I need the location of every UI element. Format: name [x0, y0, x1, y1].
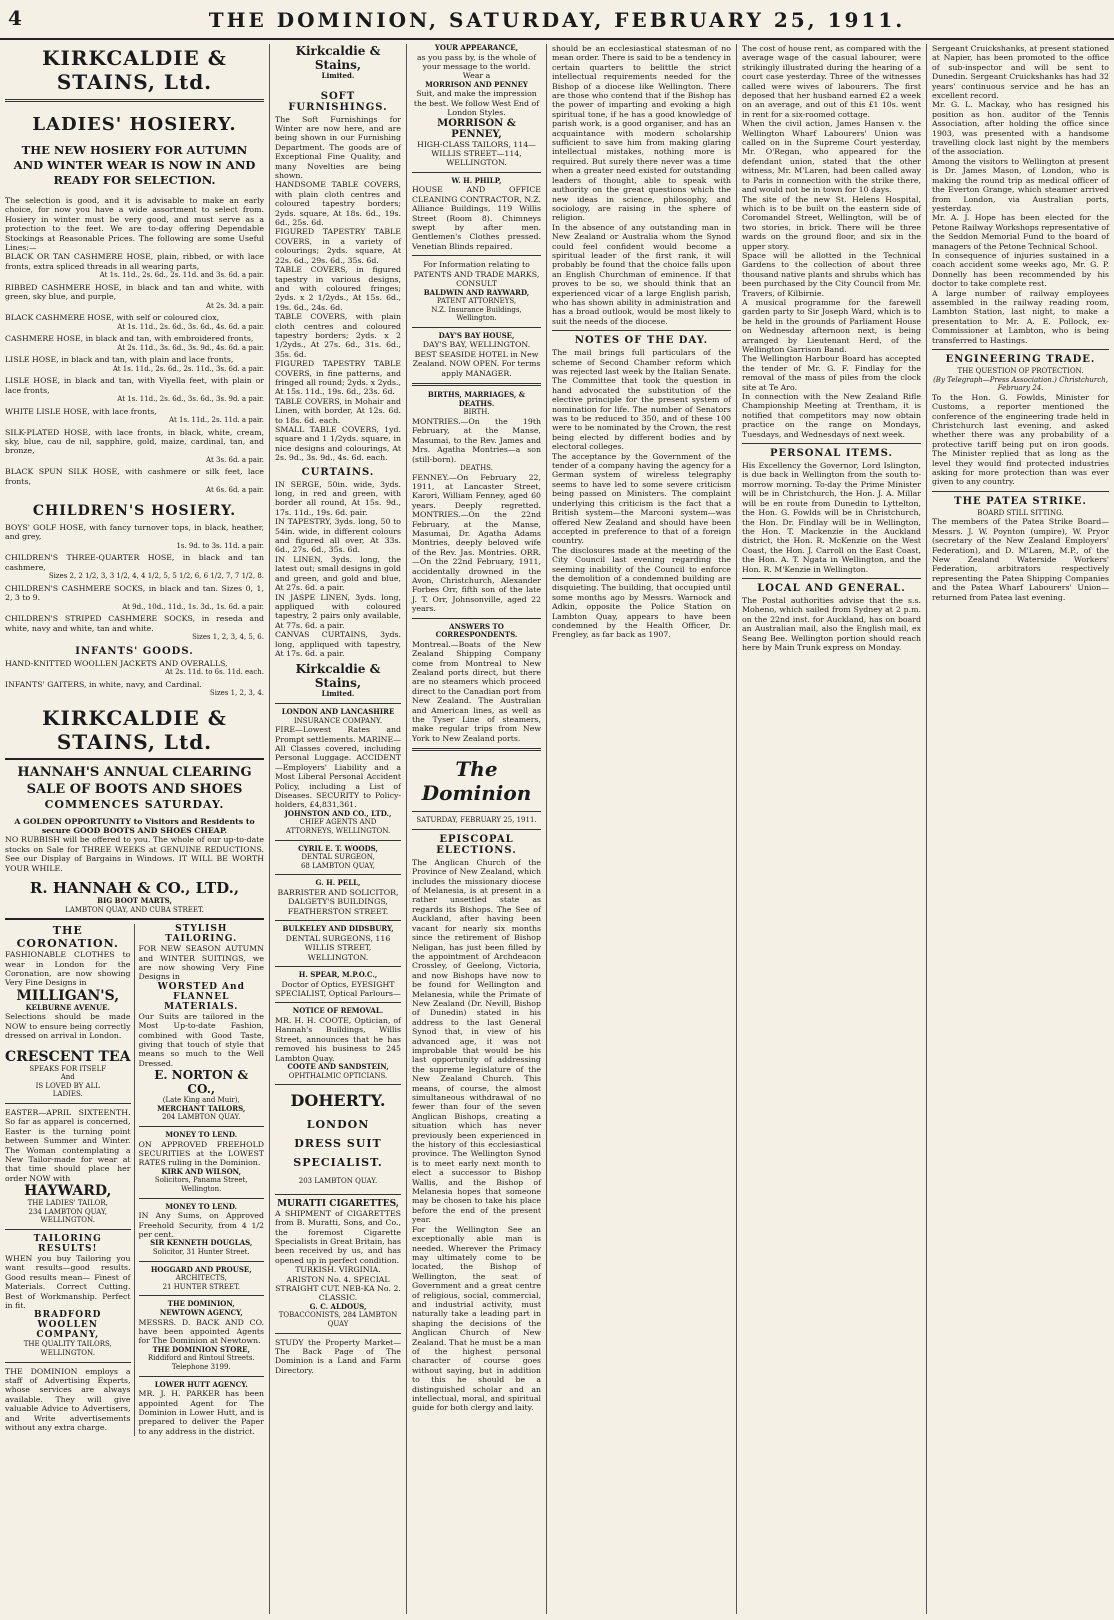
norton-sub: (Late King and Muir), [162, 1096, 240, 1105]
woods-name: CYRIL E. T. WOODS, [298, 843, 378, 853]
lower-hutt-agency: LOWER HUTT AGENCY. [154, 1379, 248, 1389]
list-item [5, 355, 264, 373]
list-item: IN SERGE, 50in. wide, 3yds. long, in red and green, with border all round, At 15s. 9d., 17s. 11d., 19s. 6d. pair. [275, 479, 401, 517]
column-2-advertisements [270, 44, 407, 1614]
item-price: 1s. 9d. to 3s. 11d. a pair. [176, 541, 264, 550]
douglas-name: SIR KENNETH DOUGLAS, [150, 1238, 253, 1248]
infants-goods-heading: INFANTS' GOODS. [75, 645, 194, 657]
lancashire-heading: LONDON AND LANCASHIRE [281, 706, 395, 716]
col6-body-4: Mr. A. J. Hope has been elected for the Petone Railway Workshops representative of the Seddon Memorial Fund to the board of managers of the Petone Technical School. [932, 213, 1109, 251]
coronation-body: FASHIONABLE CLOTHES to wear in London for the Coronation, are now showing Very Fine Designs in [5, 950, 131, 988]
item-description: CASHMERE HOSE, in black and tan, with embroidered fronts, [5, 334, 254, 344]
hannah-firm: R. HANNAH & CO., LTD., [29, 878, 240, 897]
crescent-line-5: LADIES. [52, 1090, 83, 1099]
masthead [0, 0, 1114, 40]
johnston-name: JOHNSTON AND CO., LTD., [284, 808, 392, 818]
item-price: Sizes 1, 2, 3, 4, 5, 6. [192, 632, 264, 641]
bulkeley-body: DENTAL SURGEONS, 116 WILLIS STREET, WELLINGTON. [285, 933, 391, 962]
list-item [5, 376, 264, 403]
col5-body-2: When the civil action, James Hansen v. the Wellington Wharf Labourers' Union was called on in the Supreme Court yesterday, Mr. O'Regan, who appeared for the defendant union, stated that the other witness, Mr. M'Laren, had been called away to Paris in connection with the strike there, and would not be in town for 10 days. [742, 119, 921, 195]
crescent-line-3: And [60, 1073, 75, 1082]
easter-body: EASTER—APRIL SIXTEENTH. So far as apparel is concerned, Easter is the turning point between Summer and Winter. The Woman contemplating a New Tailor-made for wear at that time should place her order NOW with [5, 1107, 131, 1183]
personal-body: His Excellency the Governor, Lord Islington, is due back in Wellington from the south to-morrow morning. To-day the Prime Minister will be in Christchurch, the Hon. J. A. Millar will be en route from Dunedin to Lyttelton, the Hon. G. Fowlds will be in Christchurch, the Hon. Dr. Findlay will be in Wellington, the Hon. T. Mackenzie in the Auckland district, the Hon. R. McKenzie on the West Coast, the Hon. J. Carroll on the East Coast, the Hon. A. T. Ngata in Wellington, and the Hon. R. M'Kenzie in Wellington. [742, 461, 921, 574]
kirkcaldie-script-heading: Kirkcaldie & Stains, [295, 44, 381, 72]
woods-sub: DENTAL SURGEON, [301, 853, 375, 862]
baldwin-name: BALDWIN AND RAYWARD, [423, 287, 530, 297]
study-note: STUDY the Property Market—The Back Page of The Dominion is a Land and Farm Directory. [275, 1337, 401, 1375]
ladies-hosiery-heading: LADIES' HOSIERY. [32, 114, 237, 135]
dominion-store: THE DOMINION STORE, [152, 1344, 250, 1354]
hannah-body: NO RUBBISH will be offered to you. The whole of our up-to-date stocks on Sale for THREE WEEKS at GENUINE REDUCTIONS. See our Display of Bargains in Windows. IT WILL BE WORTH YOUR WHILE. [5, 835, 264, 873]
item-description: CHILDREN'S THREE-QUARTER HOSE, in black and tan cashmere, [5, 553, 264, 572]
item-price: At 1s. 11d., 2s. 11d. a pair. [169, 416, 264, 425]
crescent-line-4: IS LOVED BY ALL [35, 1081, 100, 1090]
board-sitting-subheading: BOARD STILL SITTING. [977, 508, 1064, 517]
col6-body-5: In consequence of injuries sustained in a coach accident some weeks ago, Mr. G. P. Donnelly has been recommended by his doctor to take complete rest. [932, 250, 1109, 289]
kirkcaldie-script-footer: Kirkcaldie & Stains, [295, 662, 381, 691]
doherty-specialist: SPECIALIST. [293, 1156, 383, 1170]
list-item [5, 467, 264, 494]
list-item [5, 252, 264, 279]
childrens-hosiery-heading: CHILDREN'S HOSIERY. [32, 502, 237, 519]
days-bay-name: DAY'S BAY HOUSE, [438, 330, 515, 340]
col5-body-1: The cost of house rent, as compared with the average wage of the casual labourer, were strikingly illustrated during the hearing of a court case yesterday. Three of the witnesses called were wives of labourers. The first deposed that her husband earned £2 a week on an average, and out of this £1 10s. went in rent for a six-roomed cottage. [742, 44, 921, 119]
column-4 [547, 44, 737, 1614]
episcopal-body-2: For the Wellington See an exceptionally able man is needed. Wherever the Primacy may ultimately come to be located, the Bishop of Wellington, the seat of Government and a great centre of religious, social, commercial, and industrial activity, must naturally take a leading part in shaping the decisions of the Anglican Church of New Zealand. That he must be a man of the highest personal character of course goes without saying, but in addition to this he should be a distinguished scholar and an intellectual, moral, and spiritual guide for both clergy and laity. [412, 1224, 541, 1413]
crescent-tea-heading: CRESCENT TEA [5, 1048, 131, 1065]
doherty-heading: DOHERTY. [290, 1091, 386, 1111]
hannah-commences: COMMENCES SATURDAY. [44, 797, 225, 811]
dominion-employs: THE DOMINION employs a staff of Advertising Experts, whose services are always available. They will give valuable Advice to Advertisers, and Write advertisements without any extra charge. [5, 1366, 131, 1433]
item-price: At 1s. 11d., 2s. 6d., 2s. 11d., 3s. 6d. a pair. [112, 364, 264, 373]
philp-body: HOUSE AND OFFICE CLEANING CONTRACTOR, N.Z. Alliance Buildings, 119 Willis Street (Room 8). Chimneys swept by after men. Gentlemen's Clothes pressed. Venetian Blinds repaired. [412, 185, 541, 251]
personal-items-heading: PERSONAL ITEMS. [770, 448, 893, 460]
pell-body: BARRISTER AND SOLICITOR, DALGETY'S BUILDINGS, FEATHERSTON STREET. [277, 887, 399, 916]
stylish-body: FOR NEW SEASON AUTUMN and WINTER SUITINGS, we are now showing Very Fine Designs in [138, 944, 264, 982]
item-description: LISLE HOSE, in black and tan, with Viyella feet, with plain or lace fronts, [5, 376, 264, 395]
curtains-list [275, 480, 401, 659]
hannah-golden: A GOLDEN OPPORTUNITY to Visitors and Residents to secure GOOD BOOTS AND SHOES CHEAP. [14, 816, 255, 835]
item-description: INFANTS' GAITERS, in white, navy, and Cardinal. [5, 679, 202, 689]
item-price: At 1s. 11d., 2s. 6d., 3s. 6d., 4s. 6d. a pair. [117, 322, 264, 331]
child-hosiery-list [5, 523, 264, 642]
item-price: At 2s. 11d., 3s. 6d., 3s. 9d., 4s. 6d. a pair. [117, 343, 264, 352]
milligan-advert [5, 924, 135, 1436]
morrison-sub: HIGH-CLASS TAILORS, 114—WILLIS STREET—114, WELLINGTON. [417, 139, 536, 168]
item-price: At 9d., 10d., 11d., 1s. 3d., 1s. 6d. a pair. [122, 602, 264, 611]
hannah-boot-marts: BIG BOOT MARTS, [97, 895, 172, 905]
item-description: CHILDREN'S STRIPED CASHMERE SOCKS, in reseda and white, navy and white, tan and white. [5, 614, 264, 633]
item-description: HAND-KNITTED WOOLLEN JACKETS AND OVERALLS, [5, 658, 228, 668]
woods-address: 68 LAMBTON QUAY, [300, 861, 376, 870]
appearance-body: as you pass by, is the whole of your message to the world. Wear a [417, 52, 536, 81]
list-item: TABLE COVERS, in Mohair and Linen, with border, At 12s. 6d. to 18s. 6d. each. [275, 396, 401, 425]
item-description: BLACK SPUN SILK HOSE, with cashmere or silk feet, lace fronts, [5, 467, 264, 486]
item-description: BLACK OR TAN CASHMERE HOSE, plain, ribbed, or with lace fronts, extra spliced threads in all wearing parts, [5, 252, 264, 271]
spear-body: Doctor of Optics, EYESIGHT SPECIALIST, Optical Parlours— [275, 979, 401, 998]
patents-note: For Information relating to PATENTS AND TRADE MARKS, CONSULT [413, 260, 540, 289]
kirk-wilson-sub: Solicitors, Panama Street, Wellington. [154, 1176, 248, 1193]
tailoring-body: WHEN you buy Tailoring you want results—good results. Good results mean— Finest of Materials. Correct Cutting. Best of Workmanship. Perfect in fit. [5, 1253, 131, 1310]
baldwin-address: N.Z. Insurance Buildings, Wellington. [431, 305, 522, 323]
protection-dateline: (By Telegraph—Press Association.) Christchurch, February 24. [933, 375, 1108, 393]
protection-subheading: THE QUESTION OF PROTECTION. [957, 367, 1084, 375]
editorial-body-1: should be an ecclesiastical statesman of no mean order. There is said to be a tendency in certain quarters to belittle the strict intellectual requirements needed for the Bishop of a diocese like Wellington. There are those who contend that if the Bishop has the power of imparting and evoking a high spiritual tone, if he has a good knowledge of parish work, is a good organiser, and has an acquaintance with modern scholarship sufficient to save him from making glaring intellectual mistakes, nothing more is required. But surely there never was a time when a greater need existed for outstanding leaders of thought, able to speak with authority on the great questions which the new ideas in science, philosophy, and sociology, are raising in the sphere of religion. [552, 44, 731, 223]
column-1-advertisements [0, 44, 270, 1614]
milligan-address: KELBURNE AVENUE. [25, 1002, 110, 1012]
the-dominion-title: The Dominion [421, 757, 532, 806]
norton-advert [139, 924, 265, 1436]
page-number: 4 [8, 6, 22, 30]
hose-list [5, 252, 264, 494]
hoggard-sub: ARCHITECTS, [175, 1274, 227, 1283]
protection-body: To the Hon. G. Fowlds, Minister for Customs, a reporter mentioned the conference of the engineering trade held in Christchurch last evening, and asked whether there was any probability of a protective tariff being put on iron goods. The Minister replied that as long as the level they would find protected industries asking for more protection than was ever given to any country. [932, 392, 1109, 487]
list-item [5, 680, 264, 698]
dominion-store-address: Riddiford and Rintoul Streets. Telephone 3199. [147, 1354, 255, 1371]
item-price: Sizes 1, 2, 3, 4. [209, 688, 264, 697]
col5-body-3: The site of the new St. Helens Hospital, which is to be built on the eastern side of Coromandel Street, Wellington, will be of two stories, in brick. There will be three wards on the ground floor, and six in the upper story. [742, 194, 921, 251]
patea-strike-heading: THE PATEA STRIKE. [954, 495, 1087, 507]
doherty-address: 203 LAMBTON QUAY. [298, 1177, 378, 1186]
dominion-stall: THE DOMINION, [167, 1299, 235, 1309]
aldous-name: G. C. ALDOUS, [309, 1301, 367, 1311]
aldous-address: TOBACCONISTS, 284 LAMBTON QUAY [278, 1311, 398, 1329]
local-general-heading: LOCAL AND GENERAL. [757, 582, 906, 594]
new-hosiery-heading: THE NEW HOSIERY FOR AUTUMN AND WINTER WEAR IS NOW IN AND READY FOR SELECTION. [13, 143, 256, 187]
coote-name: COOTE AND SANDSTEIN, [287, 1062, 389, 1071]
col6-body-1: Sergeant Cruickshanks, at present stationed at Napier, has been promoted to the office of sub-inspector and will be sent to Dunedin. Sergeant Cruickshanks has had 32 years' continuous service and he has an excellent record. [932, 44, 1109, 101]
list-item: IN TAPESTRY, 3yds. long, 50 to 54in. wide, in different colours and figured all over, At 33s. 6d., 27s. 6d., 35s. 6d. [275, 517, 401, 555]
money-body: IN Any Sums, on Approved Freehold Security, from 4 1/2 per cent. [138, 1211, 264, 1239]
list-item: SMALL TABLE COVERS, 1yd. square and 1 1/2yds. square, in nice designs and colourings, At 2s. 9d., 3s. 9d., 4s. 6d. each. [275, 425, 401, 463]
spear-name: H. SPEAR, M.P.O.C., [298, 969, 378, 979]
item-description: WHITE LISLE HOSE, with lace fronts, [5, 406, 157, 416]
appearance-heading: YOUR APPEARANCE, [434, 44, 519, 52]
notes-body-1: The mail brings full particulars of the scheme of Second Chamber reform which was rejected last week by the Italian Senate. The Committee that took the question in hand advocated the substitution of the elective principle for the present system of nomination for life. The number of Senators was to be reduced to 350, and of these 100 were to be nominated by the Crown, the rest being elected by different bodies and by electoral colleges. [552, 348, 731, 452]
item-price: At 2s. 3d. a pair. [206, 301, 264, 310]
local-body: The Postal authorities advise that the s.s. Moheno, which sailed from Sydney at 2 p.m. on the 22nd inst. for Auckland, has on board an Australian mail, also the English mail, ex Seang Bee. Wellington portion should reach here by Main Trunk express on Monday. [742, 595, 921, 652]
tailoring-heading: TAILORING RESULTS! [33, 1233, 102, 1254]
col6-body-2: Mr. G. L. Mackay, who has resigned his position as hon. auditor of the Tennis Association, after holding the office since 1903, was presented with a handsome travelling clock last night by the members of the association. [932, 100, 1109, 157]
pell-name: G. H. PELL, [315, 878, 361, 888]
patea-body: The members of the Patea Strike Board—Messrs. J. W. Poynton (umpire), W. Pryor (secretary of the New Zealand Employers' Federation), and D. M'Laren, M.P., of the New Zealand Waterside Workers' Federation, arbitrators respectively representing the Patea Shipping Companies and the Patea Wharf Labourers' Union—returned from Patea last evening. [932, 517, 1109, 602]
newtown-body: MESSRS. D. BACK AND CO. have been appointed Agents for The Dominion at Newtown. [138, 1317, 264, 1346]
deaths-body: FENNEY.—On February 22, 1911, at Lancaster Street, Karori, William Fenney, aged 60 years. Deeply regretted. MONTRIES.—On the 22nd February, at the Manse, Masumai, Dr. Agatha Adams Montries, deeply beloved wife of the Rev. Jas. Montries. ORR.—On the 22nd February, 1911, accidentally drowned in the Avon, Christchurch, Alexander Forbes Orr, fifth son of the late J. T. Orr, Johnsonville, aged 22 years. [412, 472, 541, 614]
list-item [5, 283, 264, 310]
worsted-heading: WORSTED And FLANNEL MATERIALS. [157, 981, 245, 1012]
column-6 [927, 44, 1114, 1614]
soft-furnishings-list [275, 180, 401, 462]
milligan-name: MILLIGAN'S, [16, 987, 120, 1004]
lancashire-body: FIRE—Lowest Rates and Prompt settlements. MARINE—All Classes covered, including Personal Luggage. ACCIDENT—Employers' Liability and a Most Liberal Personal Accident Policy, including a List of Diseases. SECURITY to Policy-holders, £4,831,361. [275, 725, 401, 810]
morrison-small: MORRISON AND PENNEY [425, 79, 528, 89]
item-price: At 2s. 11d. to 6s. 11d. each. [165, 667, 264, 676]
muratti-list: TURKISH. VIRGINIA. ARISTON No. 4. SPECIAL STRAIGHT CUT. NEB-KA No. 2. CLASSIC. [275, 1265, 401, 1303]
kirkcaldie-limited-footer: Limited. [321, 689, 355, 699]
notes-body-3: The disclosures made at the meeting of the City Council last evening regarding the seeming inability of the Council to enforce the demolition of a condemned building are disquieting. The building, that occupied until some months ago by Messrs. Warnock and Adkin, opposite the Police Station on Lambton Quay, appears to have been condemned by the Health Officer, Dr. Frengley, as far back as 1907. [552, 545, 731, 640]
list-item: FIGURED TAPESTRY TABLE COVERS, in a variety of colourings; 2yds. square, At 22s. 6d., 29s. 6d., 35s. 6d. [275, 227, 401, 265]
list-item: HANDSOME TABLE COVERS, with plain cloth centres and coloured tapestry borders; 2yds. square, At 18s. 6d., 19s. 6d., 25s. 6d. [275, 180, 401, 228]
norton-role: MERCHANT TAILORS, [157, 1103, 246, 1113]
philp-name: W. H. PHILP, [451, 175, 502, 185]
soft-furnishings-heading: SOFT FURNISHINGS. [288, 90, 388, 113]
coote-sub: OPHTHALMIC OPTICIANS. [288, 1071, 388, 1080]
col5-body-4: Space will be allotted in the Technical Gardens to the collection of about three thousand native plants and shrubs which has been purchased by the City Council from Mr. Travers, of Kilbirnie. [742, 250, 921, 298]
list-item: FIGURED TAPESTRY TABLE COVERS, in fine patterns, and fringed all round; 2yds. x 2yds., At 15s. 11d., 19s. 6d., 23s. 6d. [275, 359, 401, 397]
item-price: At 1s. 11d., 2s. 6d., 2s. 11d. and 3s. 6d. a pair. [99, 271, 264, 280]
morrison-small-body: Suit, and make the impression the best. We follow West End of London Styles. [413, 89, 540, 118]
editorial-body-2: In the absence of any outstanding man in New Zealand or Australia whom the Synod could feel confident would become a spiritual leader of the first rank, it will probably be found that the choice falls upon an English Churchman of eminence. If that proves to be so, we should think that an experienced vicar of a large English parish, who has shown ability in administration and has a broad outlook, would be most likely to suit the needs of the diocese. [552, 222, 731, 326]
answers-heading: ANSWERS TO CORRESPONDENTS. [435, 621, 518, 640]
item-description: BOYS' GOLF HOSE, with fancy turnover tops, in black, heather, and grey, [5, 522, 264, 542]
crescent-line-2: SPEAKS FOR ITSELF [29, 1064, 107, 1073]
list-item: IN LINEN, 3yds. long, the latest out; small designs in gold and green, and gold and blue, At 27s. 6d. a pair. [275, 554, 401, 593]
item-description: RIBBED CASHMERE HOSE, in black and tan and white, with green, sky blue, and purple, [5, 282, 264, 302]
item-description: CHILDREN'S CASHMERE SOCKS, in black and tan. Sizes 0, 1, 2, 3 to 9. [5, 583, 264, 603]
the-dominion-date: SATURDAY, FEBRUARY 25, 1911. [416, 816, 537, 825]
hannah-address: LAMBTON QUAY, AND CUBA STREET. [65, 905, 204, 914]
money-lend-heading-1: MONEY TO LEND. [165, 1129, 238, 1139]
hayward-address: 234 LAMBTON QUAY, WELLINGTON. [28, 1207, 107, 1225]
col6-body-6: A large number of railway employees assembled in the railway reading room, Lambton Station, last night, to make a presentation to Mr. A. E. Pollock, ex-Commissioner at Lambton, who is being transferred to Hastings. [932, 288, 1109, 345]
births-heading: BIRTHS, MARRIAGES, & DEATHS. [427, 390, 526, 408]
coronation-heading: THE CORONATION. [16, 924, 119, 951]
money-lend-heading-2: MONEY TO LEND. [165, 1201, 238, 1211]
removal-body: MR. H. H. COOTE, Optician, of Hannah's Buildings, Willis Street, announces that he has removed his business to 245 Lambton Quay. [275, 1015, 401, 1063]
kirkcaldie-heading: KIRKCALDIE & STAINS, Ltd. [42, 46, 227, 94]
hayward-name: HAYWARD, [24, 1183, 112, 1200]
newtown-agency: NEWTOWN AGENCY, [159, 1307, 243, 1317]
coronation-stylish-row [5, 918, 264, 1440]
douglas-address: Solicitor, 31 Hunter Street. [152, 1247, 250, 1256]
list-item: TABLE COVERS, in figured tapestry in various designs, and with coloured fringes; 2yds. x 2 1/2yds., At 15s. 6d., 19s. 6d., 24s. 6d. [275, 265, 401, 312]
soft-intro: The Soft Furnishings for Winter are now here, and are being shown in our Furnishing Department. The goods are of Exceptional Fine Quality, and many Novelties are being shown. [275, 114, 401, 181]
deaths-subheading: DEATHS. [460, 463, 493, 472]
item-description: LISLE HOSE, in black and tan, with plain and lace fronts, [5, 355, 234, 365]
hannah-heading: HANNAH'S ANNUAL CLEARING SALE OF BOOTS AND SHOES [17, 764, 252, 797]
list-item [5, 334, 264, 352]
kirkcaldie-footer: KIRKCALDIE & STAINS, Ltd. [42, 705, 227, 754]
list-item [5, 523, 264, 550]
doherty-london: LONDON [306, 1118, 370, 1132]
list-item: TABLE COVERS, with plain cloth centres and coloured tapestry borders; 2yds. x 2 1/2yds., At 27s. 6d., 31s. 6d., 35s. 6d. [275, 312, 401, 359]
norton-address: 204 LAMBTON QUAY. [162, 1113, 241, 1122]
list-item [5, 407, 264, 425]
engineering-trade-heading: ENGINEERING TRADE. [945, 354, 1096, 365]
item-price: At 6s. 6d. a pair. [206, 486, 264, 495]
bulkeley-name: BULKELEY AND DIDSBURY, [282, 924, 394, 934]
johnston-sub: CHIEF AGENTS AND ATTORNEYS, WELLINGTON. [285, 818, 391, 835]
notes-body-2: The acceptance by the Government of the tender of a company having the agency for a German system of wireless telegraphy seems to have led to some severe criticism being passed on Ministers. The complaint underlying this criticism is the fact that a British system—the Marconi system—was offered New Zealand and should have been accepted in preference to that of a foreign country. [552, 451, 731, 546]
hayward-sub: THE LADIES' TAILOR, [27, 1199, 108, 1208]
curtains-heading: CURTAINS. [301, 466, 375, 478]
column-3 [407, 44, 547, 1614]
infant-goods-list [5, 659, 264, 698]
list-item [5, 584, 264, 611]
notes-of-the-day-heading: NOTES OF THE DAY. [574, 335, 709, 347]
list-item [5, 659, 264, 677]
muratti-body: A SHIPMENT of CIGARETTES from B. Muratti, Sons, and Co., the foremost Cigarette Specialists in Great Britain, has been received by us, and has opened up in perfect condition. [275, 1208, 401, 1265]
norton-name: E. NORTON & CO., [154, 1068, 249, 1097]
list-item: IN JASPE LINEN, 3yds. long, appliqued with coloured tapestry, 2 pairs only available, At 77s. 6d. a pair. [275, 592, 401, 630]
stylish-heading: STYLISH TAILORING. [165, 924, 238, 945]
hoggard-name: HOGGARD AND PROUSE, [150, 1264, 252, 1274]
milligan-body: Selections should be made NOW to ensure being correctly dressed on arrival in London. [5, 1012, 131, 1041]
episcopal-body: The Anglican Church of the Province of New Zealand, which includes the missionary diocese of Melanesia, is at present in a rather unsettled state as regards its Bishops. The See of Auckland, after having been vacant for nearly six months since the retirement of Bishop Neligan, has just been filled by the appointment of Archdeacon Crossley, of Geelong, Victoria, and now Bishops have now to be found for Wellington and Melanesia, while the Primate of New Zealand (Dr. Nevill, Bishop of Dunedin) stated in his address to the last General Synod that, in view of his advanced age, it was not improbable that would be his last opportunity of addressing the supreme legislature of the New Zealand Church. This means, of course, the almost simultaneous withdrawal of no fewer than four of the seven Anglican Bishops, creating a situation which has never previously been experienced in the history of this ecclesiastical province. The Wellington Synod is to meet early next month to elect a successor to Bishop Wallis, and the Bishop of Melanesia hopes that someone may be chosen to take his place before the end of the present year. [412, 857, 541, 1225]
kirkcaldie-limited: Limited. [321, 71, 355, 80]
item-description: SILK-PLATED HOSE, with lace fronts, in black, white, cream, sky, blue, cau de nil, sapphire, gold, maize, cardinal, tan, and bronze, [5, 427, 264, 456]
list-item: CANVAS CURTAINS, 3yds. long, appliqued with tapestry, At 17s. 6d. a pair. [275, 630, 401, 658]
kirk-wilson: KIRK AND WILSON, [161, 1166, 242, 1176]
episcopal-heading: EPISCOPAL ELECTIONS. [436, 833, 517, 856]
hoggard-address: 21 HUNTER STREET. [162, 1282, 240, 1291]
bradford-sub: THE QUALITY TAILORS, [23, 1340, 112, 1349]
birth-body: MONTRIES.—On the 19th February, at the Manse, Masumai, to the Rev. James and Mrs. Agatha Montries—a son (still-born). [412, 416, 541, 464]
list-item [5, 428, 264, 465]
item-price: Sizes 2, 2 1/2, 3, 3 1/2, 4, 4 1/2, 5, 5 1/2, 6, 6 1/2, 7, 7 1/2, 8. [48, 572, 264, 581]
muratti-heading: MURATTI CIGARETTES, [277, 1198, 399, 1209]
list-item [5, 313, 264, 331]
hosiery-intro: The selection is good, and it is advisable to make an early choice, for now you have a wide assortment to select from. Hosiery in winter must be very good, and must serve as a protection to the feet. We are to-day offering Dependable Stockings at Reasonable Prices. The following are some Useful Lines:— [5, 196, 264, 253]
item-price: At 1s. 11d., 2s. 6d., 3s. 6d., 3s. 9d. a pair. [117, 395, 264, 404]
list-item [5, 614, 264, 641]
column-5 [737, 44, 927, 1614]
item-price: At 3s. 6d. a pair. [206, 455, 264, 464]
days-bay-body: DAY'S BAY, WELLINGTON. BEST SEASIDE HOTEL in New Zealand. NOW OPEN. For terms apply MANAGER. [412, 340, 541, 378]
lower-hutt-body: MR. J. H. PARKER has been appointed Agent for The Dominion in Lower Hutt, and is prepared to deliver the Paper to any address in the district. [138, 1389, 264, 1436]
list-item [5, 553, 264, 580]
baldwin-sub: PATENT ATTORNEYS, [436, 297, 517, 306]
newspaper-masthead-title: THE DOMINION, SATURDAY, FEBRUARY 25, 1911. [208, 8, 906, 32]
stylish-note: Our Suits are tailored in the Most Up-to-date Fashion, combined with Good Taste, giving that touch of style that means so much to the Well Dressed. [138, 1011, 264, 1068]
col5-body-6: The Wellington Harbour Board has accepted the tender of Mr. G. F. Findlay for the removal of the mass of piles from the clock site at Te Aro. [742, 354, 921, 392]
hannah-advert [5, 758, 264, 919]
morrison-name: MORRISON & PENNEY, [437, 117, 516, 140]
bradford-name: BRADFORD WOOLLEN COMPANY, [34, 1310, 102, 1341]
removal-heading: NOTICE OF REMOVAL. [292, 1006, 384, 1016]
col5-body-5: A musical programme for the farewell garden party to Sir Joseph Ward, which is to be held in the grounds of Parliament House on Wednesday afternoon next, is being arranged by Lieutenant Herd, of the Wellington Garrison Band. [742, 297, 921, 354]
lancashire-sub: INSURANCE COMPANY. [293, 716, 383, 725]
col6-body-3: Among the visitors to Wellington at present is Dr. James Mason, of London, who is making the round trip as medical officer of the Everton Grange, which steamer arrived from London, via Australian ports, yesterday. [932, 156, 1109, 213]
freehold-body: ON APPROVED FREEHOLD SECURITIES at the LOWEST RATES ruling in the Dominion. [138, 1139, 264, 1168]
doherty-dress-suit: DRESS SUIT [294, 1137, 382, 1151]
birth-subheading: BIRTH. [463, 408, 490, 417]
item-description: BLACK CASHMERE HOSE, with self or coloured clox, [5, 313, 220, 323]
answers-body: Montreal.—Boats of the New Zealand Shipping Company come from Montreal to New Zealand ports direct, but there are no steamers which proceed direct to the Canadian port from New Zealand. The Australian and American lines, as well as the Tyser Line of steamers, make regular trips from New York to New Zealand ports. [412, 639, 541, 743]
bradford-address: WELLINGTON. [40, 1349, 95, 1357]
col5-body-7: In connection with the New Zealand Rifle Championship Meeting at Trentham, it is notified that competitors may now obtain practice on the range on Mondays, Tuesdays, and Wednesdays of next week. [742, 392, 921, 439]
